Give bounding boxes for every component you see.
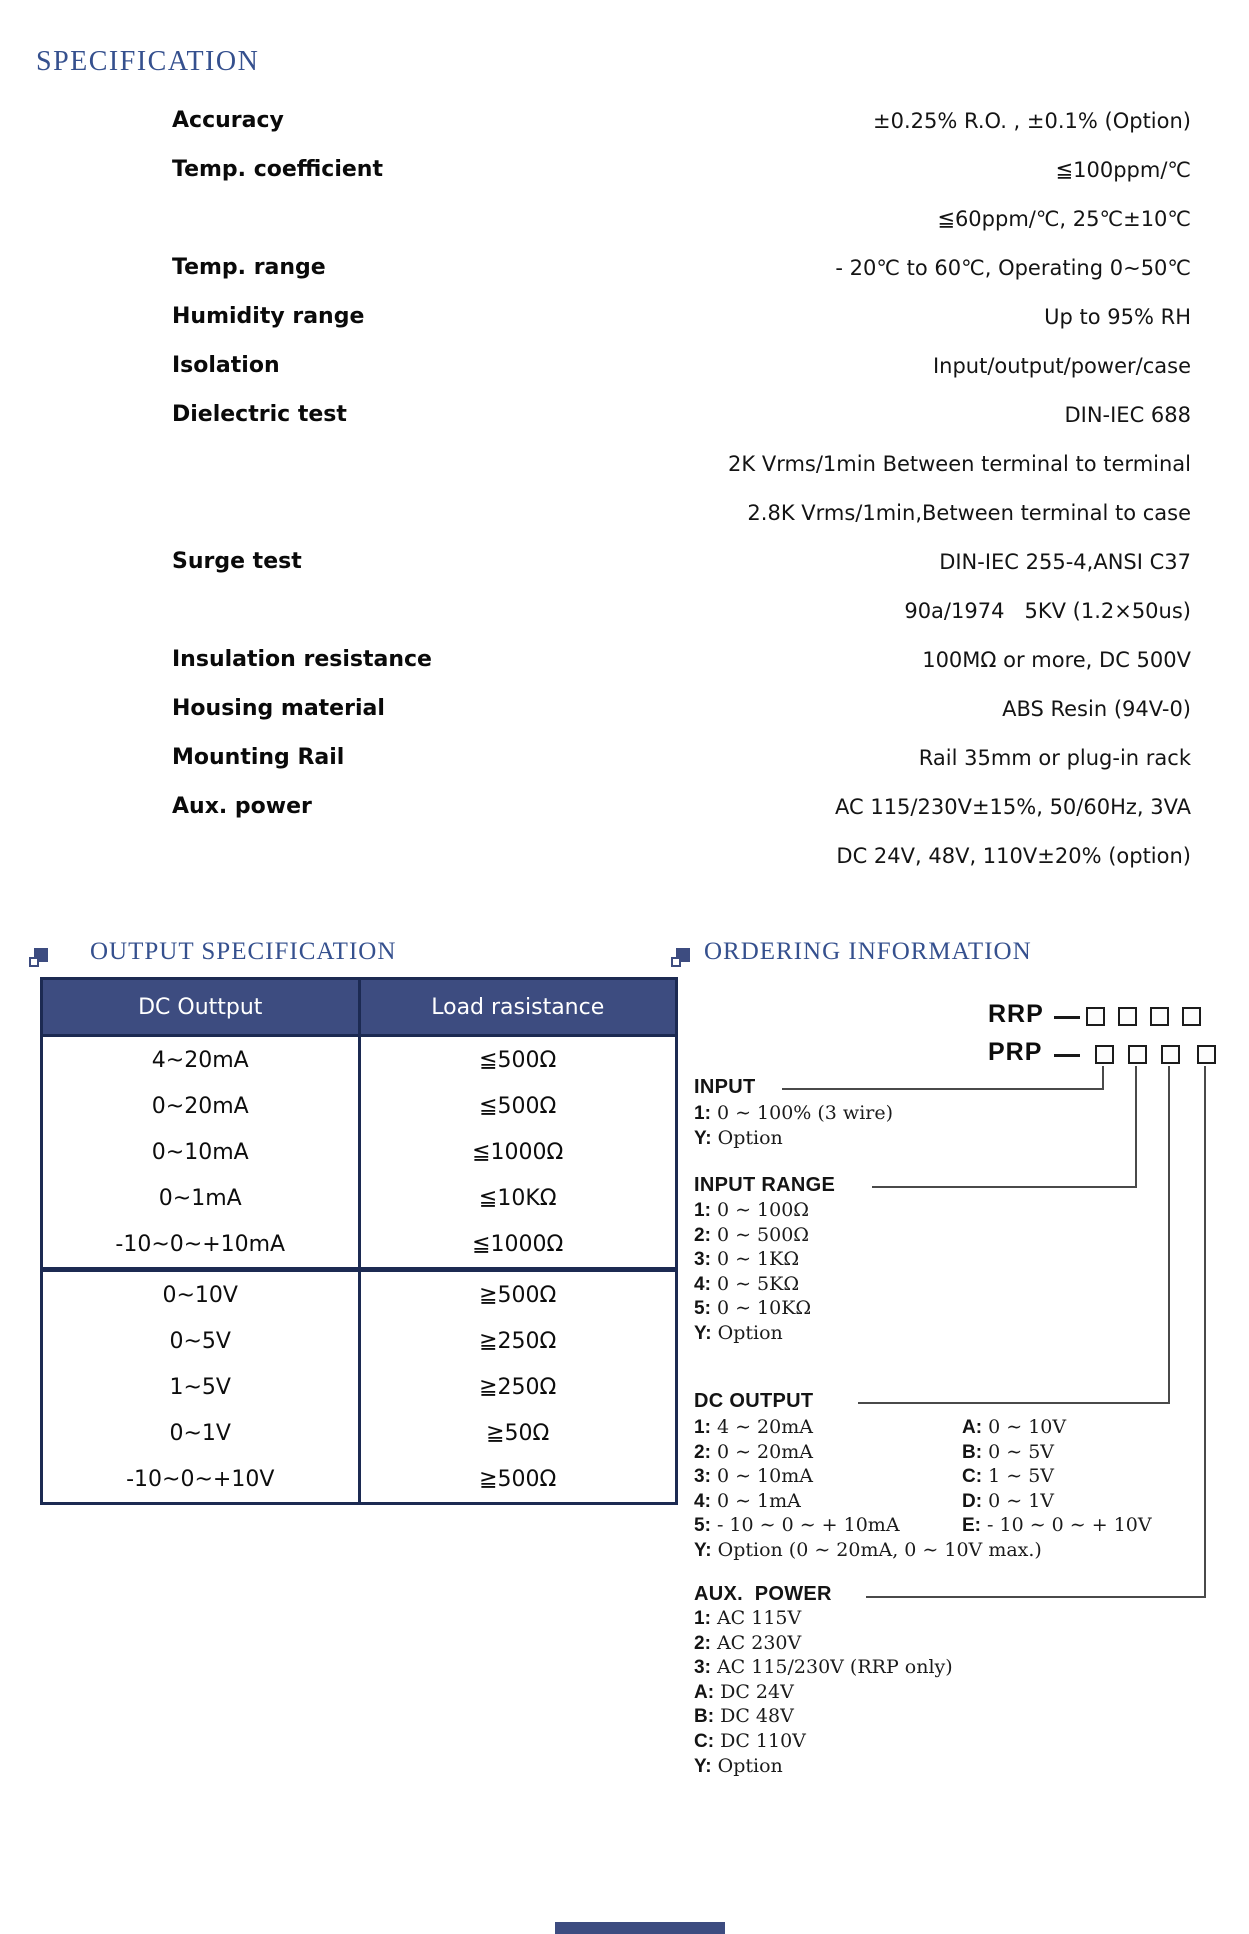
- ordering-options: [694, 1607, 953, 1779]
- output-specification-table: [40, 977, 678, 1505]
- table-row: [42, 1083, 677, 1129]
- ordering-option-row: 3: 0 ∼ 10mA C: 1 ∼ 5V: [694, 1465, 1054, 1488]
- table-column-header: DC Outtput: [42, 979, 360, 1036]
- spec-value: Up to 95% RH: [1044, 304, 1191, 329]
- spec-row: [0, 782, 1249, 831]
- spec-row: [0, 145, 1249, 194]
- load-resistance-cell: ≧50Ω: [359, 1410, 677, 1456]
- ordering-section-square-icon: [676, 948, 690, 962]
- connector-line-vertical: [1135, 1066, 1137, 1188]
- spec-value: ±0.25% R.O. , ±0.1% (Option): [873, 108, 1191, 133]
- spec-label: Accuracy: [172, 108, 284, 133]
- table-row: [42, 1221, 677, 1270]
- table-row: [42, 1364, 677, 1410]
- model-prefix-rrp: RRP: [988, 1000, 1044, 1028]
- model-dash: [1054, 1016, 1080, 1019]
- spec-row: [0, 194, 1249, 243]
- ordering-option-row: 1: 4 ∼ 20mA A: 0 ∼ 10V: [694, 1416, 1067, 1438]
- model-digit-box: [1182, 1007, 1201, 1026]
- table-row: [42, 1410, 677, 1456]
- table-row: [42, 1175, 677, 1221]
- load-resistance-cell: ≦1000Ω: [359, 1129, 677, 1175]
- model-digit-box: [1095, 1045, 1114, 1064]
- spec-label: Surge test: [172, 549, 302, 574]
- dc-output-cell: 0~1V: [42, 1410, 360, 1456]
- load-resistance-cell: ≧500Ω: [359, 1270, 677, 1319]
- dc-output-cell: 0~10mA: [42, 1129, 360, 1175]
- spec-label: Dielectric test: [172, 402, 347, 427]
- spec-rows: [0, 96, 1249, 880]
- ordering-options-dc-output: [694, 1416, 1152, 1564]
- table-column-header: Load rasistance: [359, 979, 677, 1036]
- spec-row: [0, 96, 1249, 145]
- ordering-option-row: 2: 0 ∼ 20mA B: 0 ∼ 5V: [694, 1440, 1054, 1463]
- output-specification-heading: OUTPUT SPECIFICATION: [90, 938, 397, 965]
- spec-value: 100MΩ or more, DC 500V: [922, 647, 1191, 672]
- ordering-option-row: C: DC 110V: [694, 1729, 806, 1752]
- load-resistance-cell: ≦500Ω: [359, 1036, 677, 1084]
- spec-row: [0, 292, 1249, 341]
- spec-row: [0, 390, 1249, 439]
- ordering-option-row: Y: Option (0 ∼ 20mA, 0 ∼ 10V max.): [694, 1538, 1042, 1561]
- spec-row: [0, 635, 1249, 684]
- ordering-option-row: 5: 0 ∼ 10KΩ: [694, 1297, 812, 1320]
- model-digit-box: [1161, 1045, 1180, 1064]
- dc-output-cell: 0~10V: [42, 1270, 360, 1319]
- ordering-option-row: 3: 0 ∼ 1KΩ: [694, 1248, 800, 1271]
- dc-output-cell: 1~5V: [42, 1364, 360, 1410]
- ordering-option-row: 1: 0 ∼ 100% (3 wire): [694, 1102, 894, 1124]
- dc-output-cell: 0~5V: [42, 1318, 360, 1364]
- connector-line-horizontal: [858, 1402, 1170, 1404]
- spec-label: Insulation resistance: [172, 647, 432, 672]
- ordering-option-row: Y: Option: [694, 1126, 783, 1149]
- ordering-option-row: Y: Option: [694, 1754, 783, 1777]
- ordering-option-row: A: DC 24V: [694, 1680, 794, 1703]
- output-section-square-icon: [34, 948, 48, 962]
- table-row: [42, 1129, 677, 1175]
- spec-value: ≦60ppm/℃, 25℃±10℃: [937, 206, 1191, 231]
- model-digit-box: [1128, 1045, 1147, 1064]
- load-resistance-cell: ≦1000Ω: [359, 1221, 677, 1270]
- ordering-option-row: 5: - 10 ∼ 0 ∼ + 10mA E: - 10 ∼ 0 ∼ + 10V: [694, 1514, 1152, 1537]
- ordering-options: [694, 1102, 893, 1151]
- ordering-section-label: INPUT RANGE: [694, 1174, 836, 1196]
- load-resistance-cell: ≦500Ω: [359, 1083, 677, 1129]
- ordering-option-row: 4: 0 ∼ 1mA D: 0 ∼ 1V: [694, 1489, 1054, 1512]
- ordering-section-label: AUX. POWER: [694, 1583, 832, 1605]
- spec-value: ≦100ppm/℃: [1055, 157, 1191, 182]
- spec-value: DC 24V, 48V, 110V±20% (option): [836, 843, 1191, 868]
- connector-line-vertical: [1102, 1066, 1104, 1090]
- spec-label: Humidity range: [172, 304, 365, 329]
- spec-value: Rail 35mm or plug-in rack: [918, 745, 1191, 770]
- spec-label: Temp. coefficient: [172, 157, 383, 182]
- spec-row: [0, 733, 1249, 782]
- load-resistance-cell: ≦10KΩ: [359, 1175, 677, 1221]
- spec-label: Mounting Rail: [172, 745, 345, 770]
- ordering-option-row: 3: AC 115/230V (RRP only): [694, 1656, 953, 1679]
- load-resistance-cell: ≧500Ω: [359, 1456, 677, 1504]
- table-row: [42, 1036, 677, 1084]
- specification-heading: SPECIFICATION: [36, 46, 260, 77]
- ordering-information-heading: ORDERING INFORMATION: [704, 938, 1032, 965]
- ordering-option-row: 4: 0 ∼ 5KΩ: [694, 1272, 800, 1295]
- ordering-option-row: Y: Option: [694, 1321, 783, 1344]
- model-prefix-prp: PRP: [988, 1038, 1043, 1066]
- model-dash: [1054, 1054, 1080, 1057]
- spec-value: 2K Vrms/1min Between terminal to terminal: [728, 451, 1191, 476]
- spec-label: Temp. range: [172, 255, 326, 280]
- table-row: [42, 1456, 677, 1504]
- table-row: [42, 1270, 677, 1319]
- dc-output-cell: 4~20mA: [42, 1036, 360, 1084]
- spec-value: 90a/1974 5KV (1.2×50us): [904, 598, 1191, 623]
- dc-output-cell: -10~0~+10V: [42, 1456, 360, 1504]
- spec-row: [0, 537, 1249, 586]
- ordering-section-label: DC OUTPUT: [694, 1390, 814, 1412]
- spec-row: [0, 586, 1249, 635]
- spec-value: Input/output/power/case: [932, 353, 1191, 378]
- model-digit-box: [1086, 1007, 1105, 1026]
- connector-line-vertical: [1204, 1066, 1206, 1598]
- next-section-bar: [555, 1922, 725, 1934]
- table-row: [42, 1318, 677, 1364]
- spec-label: Isolation: [172, 353, 280, 378]
- model-digit-box: [1150, 1007, 1169, 1026]
- spec-row: [0, 488, 1249, 537]
- spec-row: [0, 831, 1249, 880]
- spec-label: Housing material: [172, 696, 385, 721]
- ordering-option-row: B: DC 48V: [694, 1705, 794, 1728]
- ordering-option-row: 1: AC 115V: [694, 1607, 802, 1629]
- spec-value: DIN-IEC 255-4,ANSI C37: [939, 549, 1191, 574]
- spec-value: ABS Resin (94V-0): [1002, 696, 1191, 721]
- spec-value: DIN-IEC 688: [1064, 402, 1191, 427]
- connector-line-horizontal: [866, 1596, 1206, 1598]
- model-digit-box: [1197, 1045, 1216, 1064]
- spec-row: [0, 243, 1249, 292]
- connector-line-horizontal: [872, 1186, 1137, 1188]
- ordering-option-row: 1: 0 ∼ 100Ω: [694, 1199, 810, 1221]
- ordering-option-row: 2: 0 ∼ 500Ω: [694, 1223, 810, 1246]
- ordering-option-row: 2: AC 230V: [694, 1631, 802, 1654]
- connector-line-horizontal: [782, 1088, 1104, 1090]
- spec-value: AC 115/230V±15%, 50/60Hz, 3VA: [835, 794, 1191, 819]
- ordering-section-label: INPUT: [694, 1076, 756, 1098]
- spec-value: - 20℃ to 60℃, Operating 0∼50℃: [835, 255, 1191, 280]
- spec-value: 2.8K Vrms/1min,Between terminal to case: [747, 500, 1191, 525]
- spec-label: Aux. power: [172, 794, 312, 819]
- model-digit-box: [1118, 1007, 1137, 1026]
- dc-output-cell: 0~1mA: [42, 1175, 360, 1221]
- dc-output-cell: 0~20mA: [42, 1083, 360, 1129]
- spec-row: [0, 341, 1249, 390]
- spec-row: [0, 439, 1249, 488]
- spec-row: [0, 684, 1249, 733]
- ordering-options: [694, 1199, 811, 1347]
- load-resistance-cell: ≧250Ω: [359, 1318, 677, 1364]
- dc-output-cell: -10~0~+10mA: [42, 1221, 360, 1270]
- load-resistance-cell: ≧250Ω: [359, 1364, 677, 1410]
- connector-line-vertical: [1168, 1066, 1170, 1404]
